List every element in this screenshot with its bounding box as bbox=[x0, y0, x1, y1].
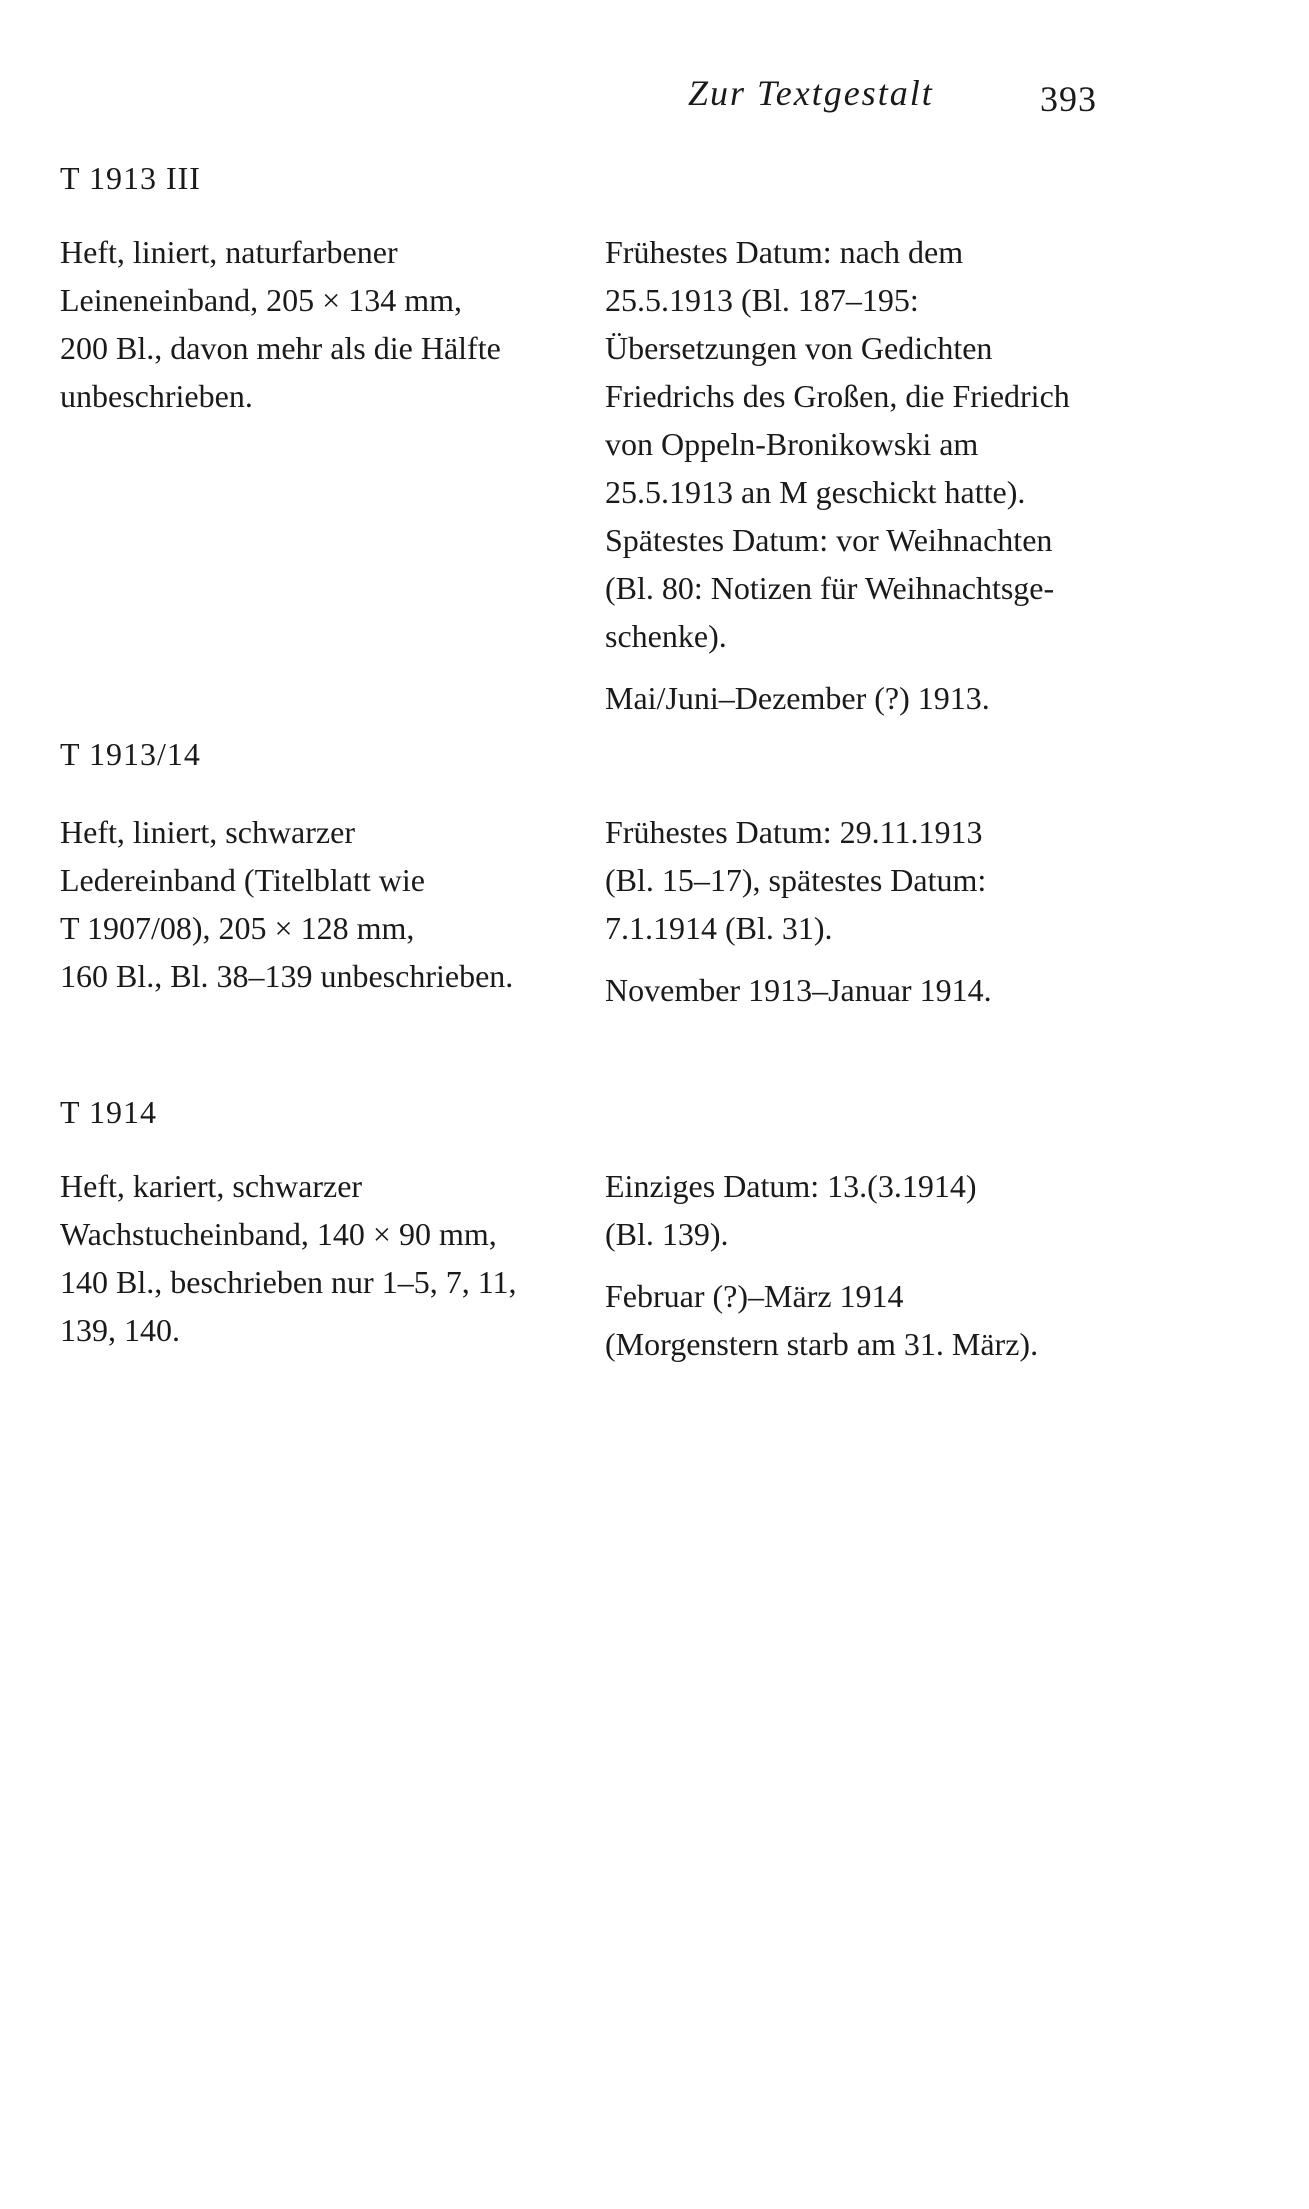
dating-line: Einziges Datum: 13.(3.1914) bbox=[605, 1168, 977, 1204]
dating-line: Friedrichs des Großen, die Friedrich bbox=[605, 378, 1070, 414]
dating-line: Frühestes Datum: nach dem bbox=[605, 234, 964, 270]
dating-line: Spätestes Datum: vor Weihnachten bbox=[605, 522, 1053, 558]
date-range: November 1913–Januar 1914. bbox=[605, 972, 992, 1008]
description-line: Leineneinband, 205 × 134 mm, bbox=[60, 282, 462, 318]
entry-dating bbox=[605, 1162, 1165, 1368]
entry-dating bbox=[605, 228, 1165, 722]
description-line: 200 Bl., davon mehr als die Hälfte bbox=[60, 330, 501, 366]
dating-line: Frühestes Datum: 29.11.1913 bbox=[605, 814, 983, 850]
spacer bbox=[605, 660, 1165, 674]
dating-line: von Oppeln-Bronikowski am bbox=[605, 426, 979, 462]
entry-siglum: T 1913/14 bbox=[60, 736, 201, 772]
entry-siglum: T 1914 bbox=[60, 1094, 157, 1130]
description-line: 160 Bl., Bl. 38–139 unbeschrieben. bbox=[60, 958, 514, 994]
description-line: 140 Bl., beschrieben nur 1–5, 7, 11, bbox=[60, 1264, 517, 1300]
dating-line: schenke). bbox=[605, 618, 727, 654]
dating-line: (Bl. 80: Notizen für Weihnachtsge- bbox=[605, 570, 1055, 606]
date-range: Februar (?)–März 1914 bbox=[605, 1278, 904, 1314]
description-line: Heft, liniert, naturfarbener bbox=[60, 234, 398, 270]
entry-description bbox=[60, 808, 580, 1000]
description-line: unbeschrieben. bbox=[60, 378, 253, 414]
entry-dating bbox=[605, 808, 1165, 1014]
running-title: Zur Textgestalt bbox=[688, 73, 934, 113]
dating-line: (Bl. 139). bbox=[605, 1216, 729, 1252]
description-line: Wachstucheinband, 140 × 90 mm, bbox=[60, 1216, 497, 1252]
entry-description bbox=[60, 228, 580, 420]
dating-line: Übersetzungen von Gedichten bbox=[605, 330, 993, 366]
spacer bbox=[605, 1258, 1165, 1272]
dating-line: 25.5.1913 an M geschickt hatte). bbox=[605, 474, 1026, 510]
description-line: Ledereinband (Titelblatt wie bbox=[60, 862, 425, 898]
entry-siglum: T 1913 III bbox=[60, 160, 201, 196]
entry-description bbox=[60, 1162, 580, 1354]
description-line: T 1907/08), 205 × 128 mm, bbox=[60, 910, 415, 946]
dating-line: 25.5.1913 (Bl. 187–195: bbox=[605, 282, 919, 318]
date-range: Mai/Juni–Dezember (?) 1913. bbox=[605, 680, 990, 716]
description-line: Heft, kariert, schwarzer bbox=[60, 1168, 363, 1204]
description-line: Heft, liniert, schwarzer bbox=[60, 814, 355, 850]
date-range: (Morgenstern starb am 31. März). bbox=[605, 1326, 1039, 1362]
dating-line: (Bl. 15–17), spätestes Datum: bbox=[605, 862, 987, 898]
dating-line: 7.1.1914 (Bl. 31). bbox=[605, 910, 833, 946]
page-header bbox=[0, 72, 1309, 132]
page-number: 393 bbox=[1040, 79, 1097, 119]
description-line: 139, 140. bbox=[60, 1312, 180, 1348]
spacer bbox=[605, 952, 1165, 966]
